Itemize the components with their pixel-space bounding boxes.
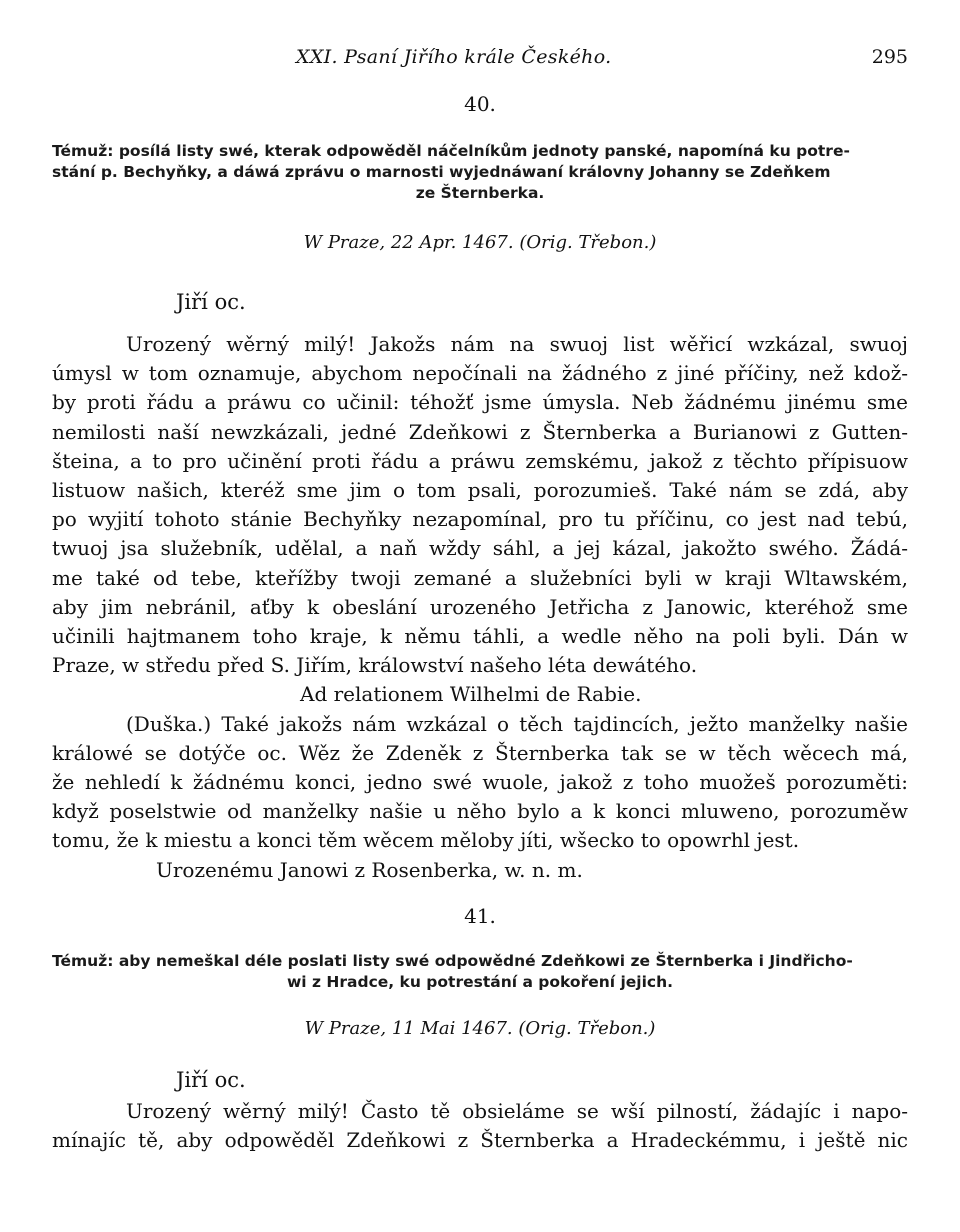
- text-line: když poselstwie od manželky našie u něho bylo a k konci mluweno, porozuměw: [52, 799, 908, 824]
- text-line: aby jim nebránil, aťby k obeslání urozeného Jetřicha z Janowic, kteréhož sme: [52, 594, 908, 619]
- page-number: 295: [871, 46, 908, 68]
- document-number-41: 41.: [464, 904, 496, 928]
- text-line: že nehledí k žádnému konci, jedno swé wuole, jakož z toho muožeš porozuměti:: [52, 770, 908, 795]
- text-line: Praze, w středu před S. Jiřím, králowství našeho léta dewátého.: [52, 653, 698, 678]
- text-line: nemilosti naší newzkázali, jedné Zdeňkowi z Šternberka a Burianowi z Gutten-: [52, 419, 908, 444]
- letter-body-41: [52, 1097, 908, 1155]
- text-line: králowé se dotýče oc. Wěz že Zdeněk z Šternberka tak se w těch wěcech má,: [52, 740, 908, 765]
- relation-note: Ad relationem Wilhelmi de Rabie.: [300, 682, 642, 707]
- text-line: mínajíc tě, aby odpowěděl Zdeňkowi z Šternberka a Hradeckémmu, i ještě nic: [52, 1128, 908, 1153]
- text-line: (Duška.) Také jakožs nám wzkázal o těch tajdincích, ježto manželky našie: [126, 711, 908, 736]
- summary-line: ze Šternberka.: [415, 184, 545, 202]
- dateline-40: W Praze, 22 Apr. 1467. (Orig. Třebon.): [303, 232, 657, 253]
- text-line: tomu, že k miestu a konci těm wěcem měloby jíti, wšecko to opowrhl jest.: [52, 828, 800, 853]
- summary-line: stání p. Bechyňky, a dáwá zprávu o marnosti wyjednáwaní královny Johanny se Zdeňkem: [52, 163, 831, 181]
- text-line: učinili hajtmanem toho kraje, k němu táhli, a wedle něho na poli byli. Dán w: [52, 624, 908, 649]
- text-line: šteina, a to pro učinění proti řádu a práwu zemskému, jakož z těchto přípisuow: [52, 448, 908, 473]
- letter-body-40: [52, 330, 908, 885]
- text-line: listuow našich, kteréž sme jim o tom psali, porozumieš. Také nám se zdá, aby: [52, 478, 908, 503]
- text-line: twuoj jsa služebník, udělal, a naň wždy sáhl, a jej kázal, jakožto swého. Žádá-: [52, 536, 908, 561]
- summary-line: Témuž: aby nemeškal déle poslati listy swé odpowědné Zdeňkowi ze Šternberka i Jindřicho-: [52, 952, 853, 970]
- text-line: úmysl w tom oznamuje, abychom nepočínali na žádného z jiné příčiny, než kdož-: [52, 361, 908, 386]
- text-line: Urozený wěrný milý! Často tě obsieláme se wší pilností, žádajíc i napo-: [126, 1099, 908, 1123]
- address-line: Urozenému Janowi z Rosenberka, w. n. m.: [156, 857, 583, 882]
- greeting-41: Jiří oc.: [176, 1068, 246, 1092]
- text-line: Urozený wěrný milý! Jakožs nám na swuoj list wěřicí wzkázal, swuoj: [126, 332, 908, 356]
- text-line: po wyjití tohoto stánie Bechyňky nezapomínal, pro tu příčinu, co jest nad tebú,: [52, 507, 908, 532]
- document-summary-41: [52, 951, 908, 993]
- running-title: XXI. Psaní Jiřího krále Českého.: [296, 46, 612, 68]
- text-line: by proti řádu a práwu co učinil: téhožť jsme úmysla. Neb žádnému jinému sme: [52, 390, 908, 415]
- dateline-41: W Praze, 11 Mai 1467. (Orig. Třebon.): [304, 1018, 656, 1039]
- document-number-40: 40.: [464, 92, 496, 116]
- running-head: [0, 46, 960, 76]
- text-line: me také od tebe, kteřížby twoji zemané a služebníci byli w kraji Wltawském,: [52, 565, 908, 590]
- summary-line: Témuž: posílá listy swé, kterak odpowěděl náčelníkům jednoty panské, napomíná ku potre-: [52, 142, 850, 160]
- greeting-40: Jiří oc.: [176, 290, 246, 314]
- document-summary-40: [52, 141, 908, 204]
- summary-line: wi z Hradce, ku potrestání a pokoření jejich.: [286, 973, 674, 991]
